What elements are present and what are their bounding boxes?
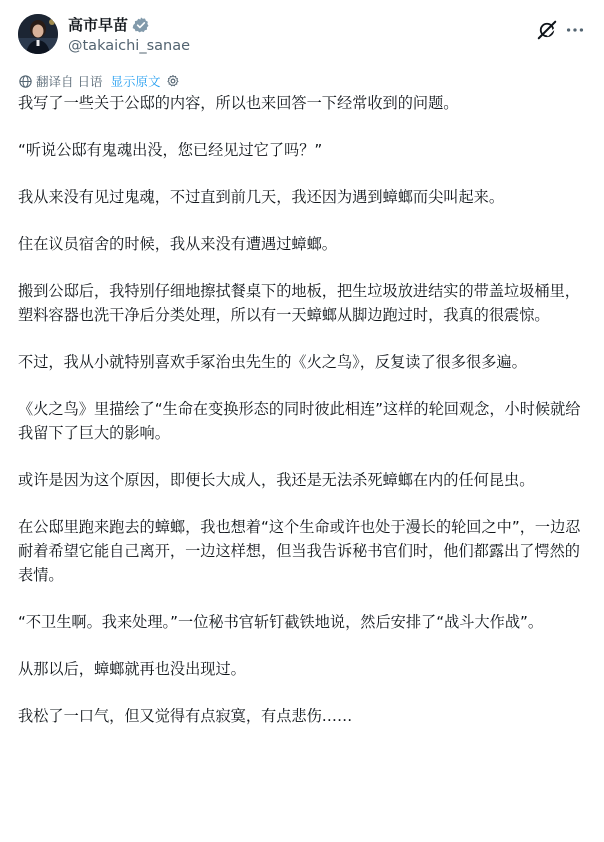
post-paragraph: 从那以后，蟑螂就再也没出现过。: [18, 660, 246, 678]
post-paragraph: 搬到公邸后，我特别仔细地擦拭餐桌下的地板，把生垃圾放进结实的带盖垃圾桶里，塑料容器也洗干净后分类处理，所以有一天蟑螂从脚边跑过时，我真的很震惊。: [18, 282, 580, 324]
globe-icon: [18, 74, 33, 89]
post-paragraph: 我从来没有见过鬼魂，不过直到前几天，我还因为遇到蟑螂而尖叫起来。: [18, 188, 504, 206]
grok-icon[interactable]: [536, 19, 558, 41]
post-paragraph: “听说公邸有鬼魂出没，您已经见过它了吗？”: [18, 141, 323, 159]
post-header: [18, 14, 586, 60]
post-text: [18, 91, 586, 751]
post-paragraph: 住在议员宿舍的时候，我从来没有遭遇过蟑螂。: [18, 235, 337, 253]
post-paragraph: “不卫生啊。我来处理。”一位秘书官斩钉截铁地说，然后安排了“战斗大作战”。: [18, 613, 544, 631]
more-options-icon[interactable]: [564, 19, 586, 41]
post-paragraph: 不过，我从小就特别喜欢手冢治虫先生的《火之鸟》，反复读了很多很多遍。: [18, 353, 527, 371]
author-handle[interactable]: @takaichi_sanae: [68, 38, 191, 54]
post-paragraph: 《火之鸟》里描绘了“生命在变换形态的同时彼此相连”这样的轮回观念，小时候就给我留下了巨大的影响。: [18, 400, 581, 442]
post-paragraph: 我松了一口气，但又觉得有点寂寞，有点悲伤……: [18, 707, 353, 725]
show-original-link[interactable]: 显示原文: [110, 74, 161, 89]
source-language-label: 日语: [77, 74, 103, 89]
translation-bar: [18, 72, 180, 90]
author-block: [68, 15, 190, 56]
avatar-photo: [18, 14, 58, 54]
translated-from-label: 翻译自: [36, 74, 74, 89]
post-paragraph: 我写了一些关于公邸的内容，所以也来回答一下经常收到的问题。: [18, 94, 459, 112]
post-paragraph: 或许是因为这个原因，即便长大成人，我还是无法杀死蟑螂在内的任何昆虫。: [18, 471, 535, 489]
verified-badge-icon[interactable]: [132, 16, 150, 34]
gear-icon[interactable]: [166, 74, 180, 88]
avatar[interactable]: [18, 14, 58, 54]
author-display-name[interactable]: 高市早苗: [68, 16, 129, 34]
post-paragraph: 在公邸里跑来跑去的蟑螂，我也想着“这个生命或许也处于漫长的轮回之中”，一边忍耐着希望它能自己离开，一边这样想，但当我告诉秘书官们时，他们都露出了愕然的表情。: [18, 518, 581, 584]
